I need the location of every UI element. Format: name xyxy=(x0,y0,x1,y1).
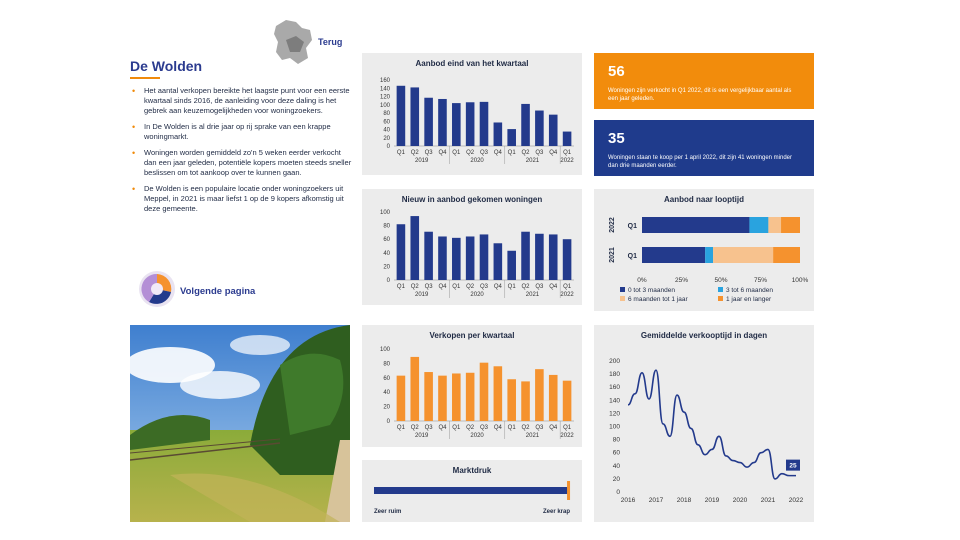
bar xyxy=(397,376,406,421)
series-line xyxy=(628,370,796,479)
x-tick-label: 2017 xyxy=(648,497,664,504)
x-tick-label: Q1 xyxy=(507,150,516,156)
stacked-segment xyxy=(642,217,749,233)
bullet-item: • De Wolden is een populaire locatie onder woningzoekers uit Meppel, in 2021 is maar liefst 1 op de 9 kopers afkomstig uit deze gemeente. xyxy=(130,184,355,214)
bar xyxy=(480,102,489,146)
legend-label: 3 tot 6 maanden xyxy=(726,287,773,294)
region-map-icon[interactable] xyxy=(272,18,314,66)
y-tick-label: 100 xyxy=(379,347,390,353)
bar xyxy=(466,236,475,280)
year-label: 2021 xyxy=(609,247,616,263)
y-tick-label: 20 xyxy=(383,135,390,142)
y-tick-label: 40 xyxy=(383,127,390,134)
bar xyxy=(424,232,433,280)
year-label: 2019 xyxy=(415,433,429,439)
chart-panel-looptijd xyxy=(594,189,814,311)
chart-title: Nieuw in aanbod gekomen woningen xyxy=(401,195,543,204)
y-tick-label: 100 xyxy=(379,102,390,109)
bar xyxy=(549,234,558,280)
title-underline xyxy=(130,77,160,79)
year-label: 2019 xyxy=(415,292,429,298)
pressure-bar xyxy=(374,487,568,494)
x-tick-label: Q4 xyxy=(549,150,558,156)
y-tick-label: 60 xyxy=(383,237,390,244)
bar xyxy=(480,363,489,421)
legend-swatch xyxy=(718,296,723,301)
year-label: 2022 xyxy=(560,433,574,439)
x-tick-label: Q1 xyxy=(396,425,405,431)
x-tick-label: 2020 xyxy=(732,497,748,504)
bar xyxy=(535,234,544,280)
chart-title: Verkopen per kwartaal xyxy=(429,331,515,340)
landscape-photo xyxy=(130,325,350,522)
bar xyxy=(521,232,530,280)
bar xyxy=(563,132,572,146)
chart-panel-verkooptijd xyxy=(594,325,814,522)
bar xyxy=(507,129,516,146)
y-tick-label: 0 xyxy=(616,489,620,496)
stacked-segment xyxy=(705,247,713,263)
x-tick-label: 2018 xyxy=(676,497,692,504)
x-tick-label: Q1 xyxy=(452,425,461,431)
bar xyxy=(494,122,503,146)
bar xyxy=(438,99,447,146)
kpi-text: Woningen zijn verkocht in Q1 2022, dit is een vergelijkbaar aantal als een jaar geleden. xyxy=(608,88,792,102)
x-tick-label: Q3 xyxy=(535,150,544,156)
year-label: 2020 xyxy=(470,158,484,164)
y-tick-label: 120 xyxy=(609,410,620,418)
x-tick-label: Q1 xyxy=(452,284,461,290)
bar xyxy=(563,381,572,421)
y-tick-label: 160 xyxy=(379,78,390,84)
year-label: 2022 xyxy=(560,158,574,164)
bar xyxy=(494,243,503,280)
bar xyxy=(424,98,433,146)
bar xyxy=(535,111,544,146)
kpi-card-sales xyxy=(594,53,814,109)
legend-swatch xyxy=(620,287,625,292)
x-tick-label: 2022 xyxy=(788,497,804,504)
x-tick-label: 0% xyxy=(637,277,647,284)
year-label: 2020 xyxy=(470,292,484,298)
year-label: 2021 xyxy=(525,292,540,298)
x-tick-label: Q1 xyxy=(396,150,405,156)
kpi-value: 35 xyxy=(608,130,625,147)
x-tick-label: Q1 xyxy=(396,284,405,290)
x-tick-label: 2016 xyxy=(620,497,636,504)
x-tick-label: Q4 xyxy=(493,425,502,431)
bullet-item: • In De Wolden is al drie jaar op rij sprake van een krappe woningmarkt. xyxy=(130,122,355,142)
year-label: 2022 xyxy=(560,292,574,298)
chart-panel-verkopen xyxy=(362,325,582,447)
bar xyxy=(452,103,461,146)
x-tick-label: Q4 xyxy=(438,150,447,156)
x-tick-label: Q4 xyxy=(549,425,558,431)
x-tick-label: Q1 xyxy=(452,150,461,156)
chart-panel-aanbod xyxy=(362,53,582,175)
y-tick-label: 200 xyxy=(609,358,620,365)
bullet-item: • Het aantal verkopen bereikte het laagste punt voor een eerste kwartaal sinds 2016, de aanleiding voor deze daling is het gebrek aan keuzemogelijkheden voor woningzoekers. xyxy=(130,86,355,116)
bar xyxy=(397,86,406,146)
x-tick-label: Q4 xyxy=(549,284,558,290)
bar xyxy=(480,234,489,280)
end-label: 25 xyxy=(789,462,797,470)
x-tick-label: Q1 xyxy=(563,425,572,431)
bar-chart-verkopen xyxy=(362,325,582,447)
bar xyxy=(507,251,516,280)
y-tick-label: 0 xyxy=(386,278,390,284)
y-tick-label: 60 xyxy=(383,375,390,382)
marktdruk-panel xyxy=(362,460,582,522)
x-tick-label: Q1 xyxy=(507,425,516,431)
x-tick-label: Q3 xyxy=(424,150,433,156)
pressure-marker xyxy=(567,481,570,500)
y-tick-label: 100 xyxy=(609,423,620,431)
y-tick-label: 60 xyxy=(612,449,620,457)
y-tick-label: 80 xyxy=(383,223,390,230)
x-tick-label: 2019 xyxy=(704,497,720,504)
bar xyxy=(466,373,475,421)
marktdruk-gauge xyxy=(362,460,582,522)
x-tick-label: 50% xyxy=(714,277,728,284)
bar xyxy=(549,115,558,146)
y-tick-label: 40 xyxy=(383,250,390,257)
year-label: 2021 xyxy=(525,158,540,164)
y-tick-label: 140 xyxy=(379,86,390,93)
year-label: 2021 xyxy=(525,433,540,439)
year-label: 2022 xyxy=(609,217,616,233)
page-title: De Wolden xyxy=(130,58,203,74)
chart-title: Marktdruk xyxy=(452,466,492,475)
x-tick-label: Q3 xyxy=(479,284,489,290)
kpi-card-forsale xyxy=(594,120,814,176)
legend-label: 0 tot 3 maanden xyxy=(628,287,675,294)
x-tick-label: Q3 xyxy=(479,425,489,431)
x-tick-label: Q3 xyxy=(535,425,544,431)
y-tick-label: 80 xyxy=(383,361,390,368)
bar xyxy=(521,381,530,421)
x-tick-label: 100% xyxy=(791,277,809,284)
x-tick-label: Q3 xyxy=(424,425,433,431)
next-page-icon[interactable] xyxy=(138,270,176,308)
kpi-text: Woningen staan te koop per 1 april 2022, dit zijn 41 woningen minder dan drie maanden eerder. xyxy=(608,155,793,169)
x-tick-label: 75% xyxy=(753,277,768,284)
legend-label: 6 maanden tot 1 jaar xyxy=(628,296,688,303)
bar xyxy=(410,357,419,421)
row-label: Q1 xyxy=(627,223,637,230)
x-tick-label: Q4 xyxy=(493,284,502,290)
y-tick-label: 120 xyxy=(379,94,390,101)
bar xyxy=(535,369,544,421)
kpi-value: 56 xyxy=(608,63,625,80)
stacked-segment xyxy=(768,217,781,233)
year-label: 2020 xyxy=(470,433,484,439)
scale-left-label: Zeer ruim xyxy=(374,509,402,515)
back-link[interactable]: Terug xyxy=(318,37,343,47)
x-tick-label: Q2 xyxy=(521,284,530,290)
x-tick-label: Q2 xyxy=(521,425,530,431)
chart-title: Aanbod naar looptijd xyxy=(664,195,744,204)
bar xyxy=(494,366,503,421)
x-tick-label: Q3 xyxy=(424,284,433,290)
stacked-segment xyxy=(749,217,768,233)
year-label: 2019 xyxy=(415,158,429,164)
y-tick-label: 40 xyxy=(612,462,620,470)
bar xyxy=(397,224,406,280)
x-tick-label: 2021 xyxy=(760,497,776,504)
x-tick-label: Q4 xyxy=(493,150,502,156)
bar xyxy=(438,236,447,280)
bullet-list xyxy=(130,86,355,220)
y-tick-label: 20 xyxy=(383,264,390,271)
x-tick-label: Q2 xyxy=(466,150,475,156)
y-tick-label: 160 xyxy=(609,384,620,392)
bar xyxy=(452,373,461,421)
bar xyxy=(507,379,516,421)
y-tick-label: 0 xyxy=(386,419,390,425)
bar xyxy=(549,375,558,421)
bar xyxy=(452,238,461,280)
x-tick-label: Q2 xyxy=(521,150,530,156)
bar xyxy=(521,104,530,146)
x-tick-label: Q4 xyxy=(438,284,447,290)
x-tick-label: Q4 xyxy=(438,425,447,431)
bar xyxy=(424,372,433,421)
y-tick-label: 140 xyxy=(609,397,620,405)
y-tick-label: 100 xyxy=(379,210,390,216)
y-tick-label: 80 xyxy=(383,111,390,117)
bar xyxy=(466,102,475,146)
x-tick-label: Q1 xyxy=(507,284,516,290)
bar xyxy=(410,216,419,280)
chart-title: Gemiddelde verkooptijd in dagen xyxy=(640,331,768,340)
x-tick-label: Q1 xyxy=(563,284,572,290)
x-tick-label: Q2 xyxy=(466,284,475,290)
x-tick-label: Q2 xyxy=(410,284,419,290)
scale-right-label: Zeer krap xyxy=(542,509,570,515)
y-tick-label: 80 xyxy=(612,436,620,444)
line-chart-verkooptijd xyxy=(594,325,814,522)
next-page-link[interactable]: Volgende pagina xyxy=(180,286,256,297)
x-tick-label: Q2 xyxy=(410,150,419,156)
x-tick-label: Q2 xyxy=(466,425,475,431)
stacked-segment xyxy=(781,217,800,233)
x-tick-label: 25% xyxy=(674,277,689,284)
legend-label: 1 jaar en langer xyxy=(726,296,772,303)
x-tick-label: Q1 xyxy=(563,150,572,156)
bullet-item: • Woningen worden gemiddeld zo'n 5 weken eerder verkocht dan een jaar geleden, potentiële kopers moeten steeds sneller beslissen om tot aankoop over te kunnen gaan. xyxy=(130,148,355,178)
x-tick-label: Q2 xyxy=(410,425,419,431)
y-tick-label: 40 xyxy=(383,390,390,397)
y-tick-label: 60 xyxy=(383,119,390,126)
x-tick-label: Q3 xyxy=(479,150,489,156)
bar xyxy=(438,376,447,421)
chart-panel-nieuw xyxy=(362,189,582,305)
y-tick-label: 20 xyxy=(383,404,390,411)
legend-swatch xyxy=(718,287,723,292)
bar-chart-aanbod xyxy=(362,53,582,175)
y-tick-label: 0 xyxy=(386,144,390,150)
bar-chart-nieuw xyxy=(362,189,582,305)
chart-title: Aanbod eind van het kwartaal xyxy=(415,59,529,68)
x-tick-label: Q3 xyxy=(535,284,544,290)
y-tick-label: 180 xyxy=(609,371,620,379)
bar xyxy=(563,239,572,280)
stacked-segment xyxy=(642,247,705,263)
row-label: Q1 xyxy=(627,253,637,260)
legend-swatch xyxy=(620,296,625,301)
stacked-bar-looptijd xyxy=(594,189,814,311)
bar xyxy=(410,87,419,146)
y-tick-label: 20 xyxy=(612,475,620,483)
stacked-segment xyxy=(713,247,773,263)
stacked-segment xyxy=(773,247,800,263)
